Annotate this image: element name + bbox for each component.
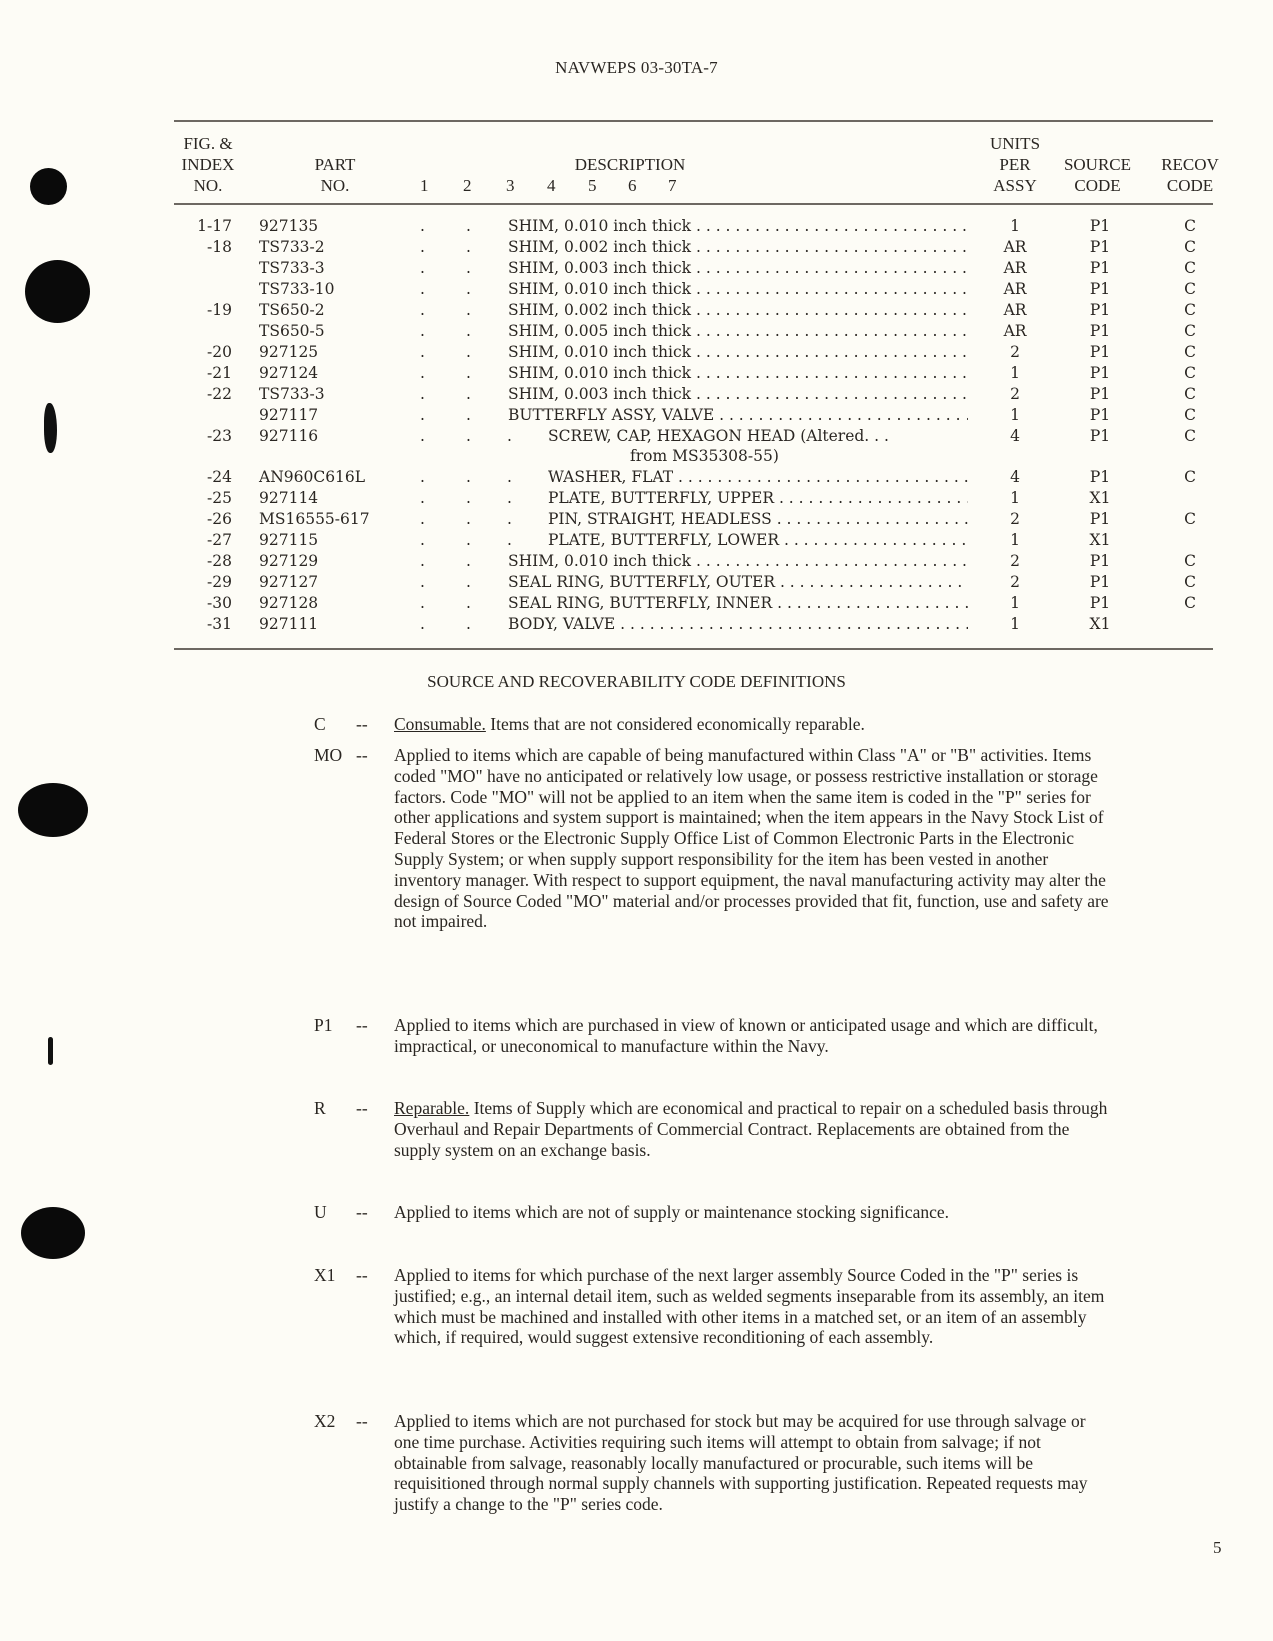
col-source-header: SOURCE CODE xyxy=(1063,155,1132,195)
table-row: 927117 . . BUTTERFLY ASSY, VALVE . . . 1 P1 C xyxy=(0,405,1273,426)
table-row: -24 AN960C616L . . . WASHER, FLAT . . . 4 P1 C xyxy=(0,467,1273,488)
page-number: 5 xyxy=(1213,1538,1222,1557)
table-row: -28 927129 . . SHIM, 0.010 inch thick . . . 2 P1 C xyxy=(0,551,1273,572)
definition-term: Reparable. xyxy=(394,1098,470,1118)
definition-C: C -- Consumable. Items that are not considered economically reparable. xyxy=(314,714,865,734)
table-row: -21 927124 . . SHIM, 0.010 inch thick . . . 1 P1 C xyxy=(0,363,1273,384)
document-number: NAVWEPS 03-30TA-7 xyxy=(555,58,718,77)
table-row: -29 927127 . . SEAL RING, BUTTERFLY, OUTER . . . 2 P1 C xyxy=(0,572,1273,593)
table-row-continuation: from MS35308-55) xyxy=(630,447,779,465)
table-header-rule xyxy=(174,203,1213,205)
table-row: -27 927115 . . . PLATE, BUTTERFLY, LOWER . . . 1 X1 xyxy=(0,530,1273,551)
ink-smudge xyxy=(48,1037,53,1065)
col-units-header: UNITS PER ASSY xyxy=(989,134,1041,195)
table-row: TS733-10 . . SHIM, 0.010 inch thick . . . AR P1 C xyxy=(0,279,1273,300)
punch-hole xyxy=(30,168,67,205)
table-row: TS650-5 . . SHIM, 0.005 inch thick . . . AR P1 C xyxy=(0,321,1273,342)
table-row: -18 TS733-2 . . SHIM, 0.002 inch thick . . . AR P1 C xyxy=(0,237,1273,258)
definition-term: Consumable. xyxy=(394,714,486,734)
table-row: -19 TS650-2 . . SHIM, 0.002 inch thick . . . AR P1 C xyxy=(0,300,1273,321)
table-row: -25 927114 . . . PLATE, BUTTERFLY, UPPER . . . 1 X1 xyxy=(0,488,1273,509)
col-recov-header: RECOV CODE xyxy=(1161,155,1219,195)
col-index-header: FIG. & INDEX NO. xyxy=(181,134,235,195)
table-row: -31 927111 . . BODY, VALVE . . . 1 X1 xyxy=(0,614,1273,635)
col-part-header: PART NO. xyxy=(314,155,356,195)
table-row: -26 MS16555-617 . . . PIN, STRAIGHT, HEADLESS . . . 2 P1 C xyxy=(0,509,1273,530)
col-description-header: DESCRIPTION xyxy=(574,155,686,174)
table-row: -30 927128 . . SEAL RING, BUTTERFLY, INNER . . . 1 P1 C xyxy=(0,593,1273,614)
table-bottom-rule xyxy=(174,648,1213,650)
table-row: -23 927116 . . . SCREW, CAP, HEXAGON HEAD (Altered. . . 4 P1 C xyxy=(207,427,1196,445)
table-row: -20 927125 . . SHIM, 0.010 inch thick . . . 2 P1 C xyxy=(0,342,1273,363)
table-top-rule xyxy=(174,120,1213,122)
punch-hole xyxy=(18,783,88,837)
table-row: 1-17 927135 . . SHIM, 0.010 inch thick . . . 1 P1 C xyxy=(0,216,1273,237)
table-row: -22 TS733-3 . . SHIM, 0.003 inch thick . . . 2 P1 C xyxy=(0,384,1273,405)
definitions-title: SOURCE AND RECOVERABILITY CODE DEFINITIONS xyxy=(427,672,846,691)
punch-hole xyxy=(21,1207,85,1259)
table-row: TS733-3 . . SHIM, 0.003 inch thick . . . AR P1 C xyxy=(0,258,1273,279)
